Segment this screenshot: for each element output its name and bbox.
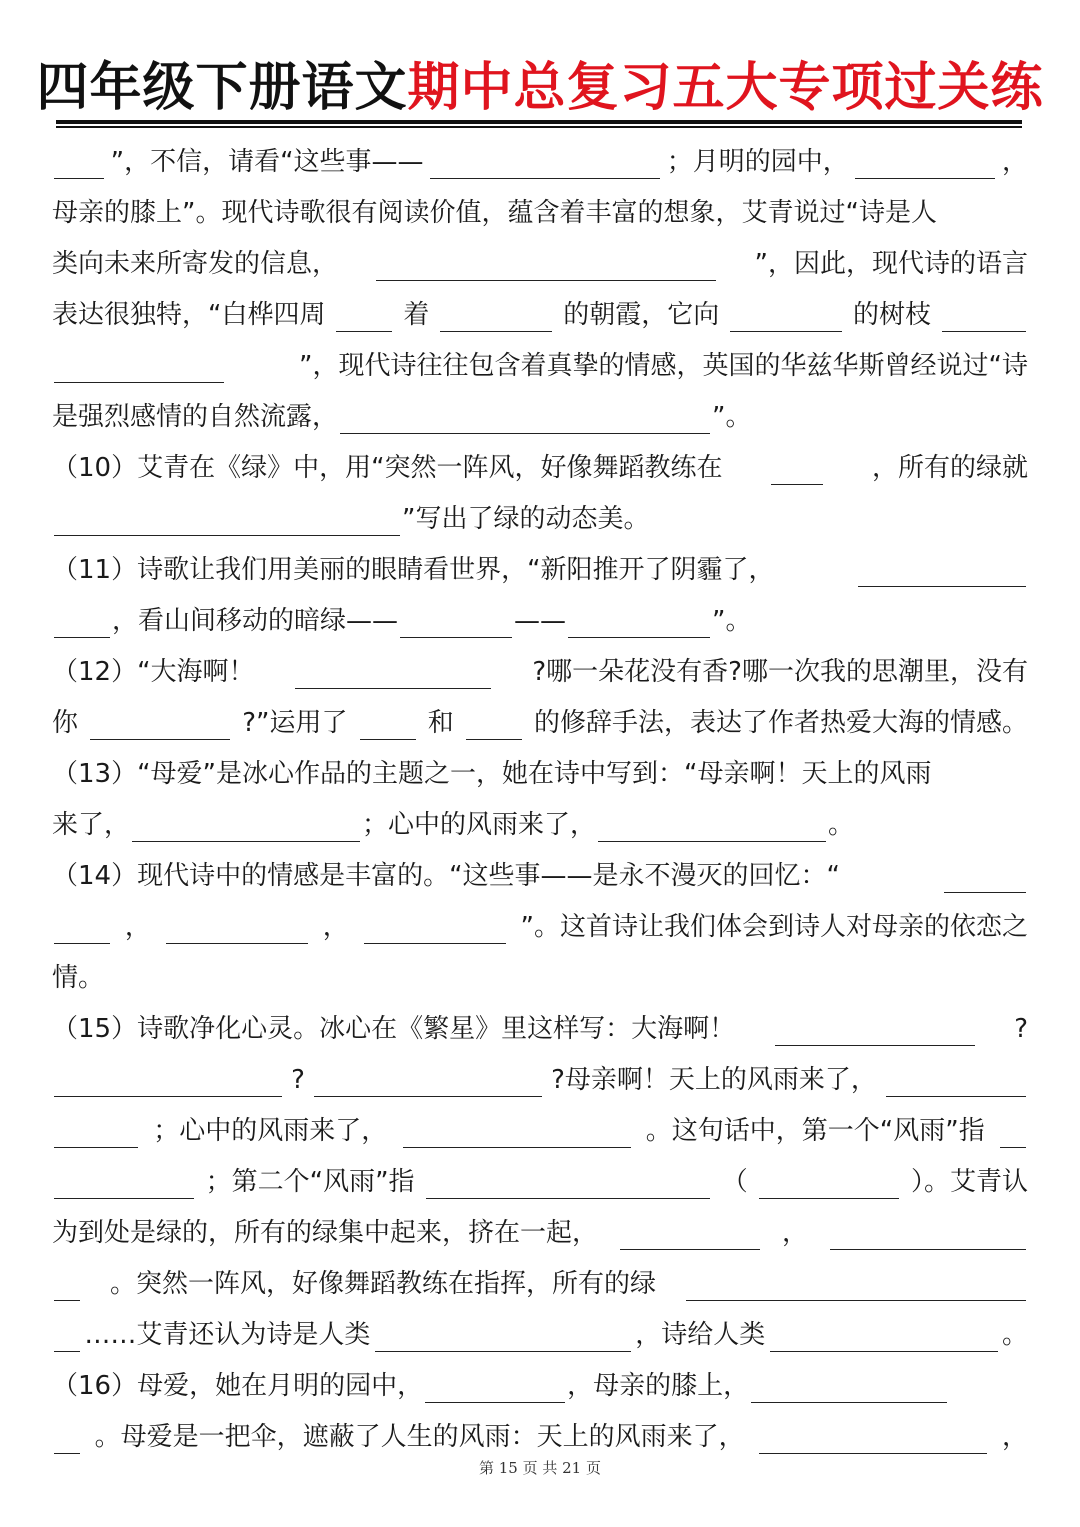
text-line [52, 545, 1028, 596]
answer-blank[interactable] [751, 1370, 947, 1403]
line-text: ?哪一朵花没有香?哪一次我的思潮里，没有 [532, 657, 1028, 687]
text-line [52, 1004, 1028, 1055]
answer-blank[interactable] [376, 248, 716, 281]
page-number: 第 15 页 共 21 页 [478, 1459, 601, 1477]
answer-blank[interactable] [568, 605, 710, 638]
line-text: ? [291, 1065, 305, 1095]
text-line [52, 953, 1028, 1004]
title-part-red: 期中总复习五大专项过关练 [407, 58, 1044, 118]
text-line [52, 137, 1028, 188]
answer-blank[interactable] [54, 605, 110, 638]
text-line [52, 1259, 1028, 1310]
text-line [52, 239, 1028, 290]
text-line [52, 1310, 1028, 1361]
answer-blank[interactable] [364, 911, 506, 944]
answer-blank[interactable] [440, 299, 552, 332]
answer-blank[interactable] [855, 146, 995, 179]
text-line [52, 851, 1028, 902]
line-text: （13）“母爱”是冰心作品的主题之一，她在诗中写到：“母亲啊！天上的风雨 [52, 759, 932, 789]
text-line [52, 341, 1028, 392]
answer-blank[interactable] [166, 911, 308, 944]
answer-blank[interactable] [775, 1013, 975, 1046]
answer-blank[interactable] [54, 1319, 80, 1352]
line-text: 的朝霞，它向 [563, 300, 720, 330]
answer-blank[interactable] [770, 1319, 998, 1352]
line-text: ；第二个“风雨”指 [205, 1167, 415, 1197]
line-text: ，母亲的膝上， [567, 1371, 750, 1401]
line-text: ， [124, 912, 151, 942]
answer-blank[interactable] [54, 1064, 282, 1097]
line-text: 是强烈感情的自然流露， [52, 402, 339, 432]
answer-blank[interactable] [54, 350, 224, 383]
line-text: ，所有的绿就 [871, 453, 1028, 483]
line-text: ”。 [712, 402, 752, 432]
text-line [52, 902, 1028, 953]
answer-blank[interactable] [400, 605, 512, 638]
title-rule-thin [56, 126, 1022, 128]
line-text: 和 [427, 708, 454, 738]
answer-blank[interactable] [54, 1115, 138, 1148]
text-line [52, 800, 1028, 851]
line-text: ?”运用了 [242, 708, 348, 738]
line-text: 着 [403, 300, 430, 330]
line-text: ， [1001, 147, 1028, 177]
line-text: 表达很独特，“白桦四周 [52, 300, 326, 330]
line-text: （ [721, 1167, 748, 1197]
text-line [52, 392, 1028, 443]
line-text: ……艾青还认为诗是人类 [84, 1320, 371, 1350]
answer-blank[interactable] [771, 452, 823, 485]
line-text: ”写出了绿的动态美。 [402, 504, 650, 534]
line-text: ? [1014, 1014, 1028, 1044]
answer-blank[interactable] [730, 299, 842, 332]
answer-blank[interactable] [90, 707, 230, 740]
line-text: 情。 [52, 963, 105, 993]
line-text: （11）诗歌让我们用美丽的眼睛看世界，“新阳推开了阴霾了， [52, 555, 775, 585]
answer-blank[interactable] [340, 401, 710, 434]
text-line [52, 290, 1028, 341]
line-text: 母亲的膝上”。现代诗歌很有阅读价值，蕴含着丰富的想象，艾青说过“诗是人 [52, 198, 937, 228]
line-text: ；心中的风雨来了， [362, 810, 597, 840]
page-title [0, 52, 1080, 124]
text-line [52, 494, 1028, 545]
text-line [52, 698, 1028, 749]
text-line [52, 443, 1028, 494]
line-text: ”。这首诗让我们体会到诗人对母亲的依恋之 [520, 912, 1028, 942]
answer-blank[interactable] [686, 1268, 1026, 1301]
line-text: （15）诗歌净化心灵。冰心在《繁星》里这样写：大海啊！ [52, 1014, 736, 1044]
text-line [52, 647, 1028, 698]
line-text: （10）艾青在《绿》中，用“突然一阵风，好像舞蹈教练在 [52, 453, 723, 483]
line-text: ?母亲啊！天上的风雨来了， [551, 1065, 877, 1095]
answer-blank[interactable] [360, 707, 416, 740]
text-line [52, 1055, 1028, 1106]
line-text: ，看山间移动的暗绿—— [112, 606, 399, 636]
answer-blank[interactable] [944, 860, 1026, 893]
line-text: ；心中的风雨来了， [153, 1116, 388, 1146]
line-text: 。这句话中，第一个“风雨”指 [645, 1116, 985, 1146]
line-text: 为到处是绿的，所有的绿集中起来，挤在一起， [52, 1218, 599, 1248]
line-text: —— [514, 606, 567, 636]
answer-blank[interactable] [336, 299, 392, 332]
line-text: 。母爱是一把伞，遮蔽了人生的风雨：天上的风雨来了， [94, 1422, 745, 1452]
answer-blank[interactable] [403, 1115, 631, 1148]
text-line [52, 596, 1028, 647]
answer-blank[interactable] [858, 554, 1026, 587]
answer-blank[interactable] [314, 1064, 542, 1097]
answer-blank[interactable] [1000, 1115, 1026, 1148]
line-text: （16）母爱，她在月明的园中， [52, 1371, 424, 1401]
answer-blank[interactable] [426, 1166, 710, 1199]
answer-blank[interactable] [430, 146, 660, 179]
answer-blank[interactable] [375, 1319, 631, 1352]
line-text: 。突然一阵风，好像舞蹈教练在指挥，所有的绿 [109, 1269, 656, 1299]
line-text: （12）“大海啊！ [52, 657, 255, 687]
answer-blank[interactable] [886, 1064, 1026, 1097]
line-text: 的修辞手法，表达了作者热爱大海的情感。 [533, 708, 1028, 738]
answer-blank[interactable] [830, 1217, 1026, 1250]
line-text: ”，现代诗往往包含着真挚的情感，英国的华兹华斯曾经说过“诗 [299, 351, 1028, 381]
line-text: 来了， [52, 810, 131, 840]
answer-blank[interactable] [54, 1166, 194, 1199]
answer-blank[interactable] [620, 1217, 760, 1250]
line-text: ，诗给人类 [635, 1320, 766, 1350]
text-line [52, 1361, 1028, 1412]
answer-blank[interactable] [54, 503, 400, 536]
text-line [52, 188, 1028, 239]
answer-blank[interactable] [759, 1421, 987, 1454]
line-text: 类向未来所寄发的信息， [52, 249, 339, 279]
answer-blank[interactable] [54, 1421, 80, 1454]
line-text: 你 [52, 708, 79, 738]
answer-blank[interactable] [54, 911, 110, 944]
answer-blank[interactable] [54, 1268, 80, 1301]
answer-blank[interactable] [759, 1166, 899, 1199]
text-line [52, 1208, 1028, 1259]
line-text: ， [322, 912, 349, 942]
exercise-body [52, 137, 1028, 1463]
title-part-black: 四年级下册语文 [36, 58, 408, 118]
line-text: ”，不信，请看“这些事—— [110, 147, 424, 177]
title-rule-thick [56, 120, 1022, 124]
answer-blank[interactable] [425, 1370, 565, 1403]
line-text: 的树枝 [853, 300, 932, 330]
answer-blank[interactable] [132, 809, 360, 842]
answer-blank[interactable] [295, 656, 491, 689]
line-text: ， [781, 1218, 808, 1248]
answer-blank[interactable] [598, 809, 826, 842]
line-text: ”，因此，现代诗的语言 [754, 249, 1028, 279]
line-text: ；月明的园中， [666, 147, 849, 177]
answer-blank[interactable] [54, 146, 104, 179]
line-text: 。 [828, 810, 855, 840]
line-text: ， [1001, 1422, 1028, 1452]
line-text: ）。艾青认 [910, 1167, 1028, 1197]
text-line [52, 1157, 1028, 1208]
text-line [52, 749, 1028, 800]
line-text: 。 [1001, 1320, 1028, 1350]
answer-blank[interactable] [942, 299, 1026, 332]
line-text: （14）现代诗中的情感是丰富的。“这些事——是永不漫灭的回忆：“ [52, 861, 841, 891]
answer-blank[interactable] [466, 707, 522, 740]
line-text: ”。 [712, 606, 752, 636]
text-line [52, 1106, 1028, 1157]
